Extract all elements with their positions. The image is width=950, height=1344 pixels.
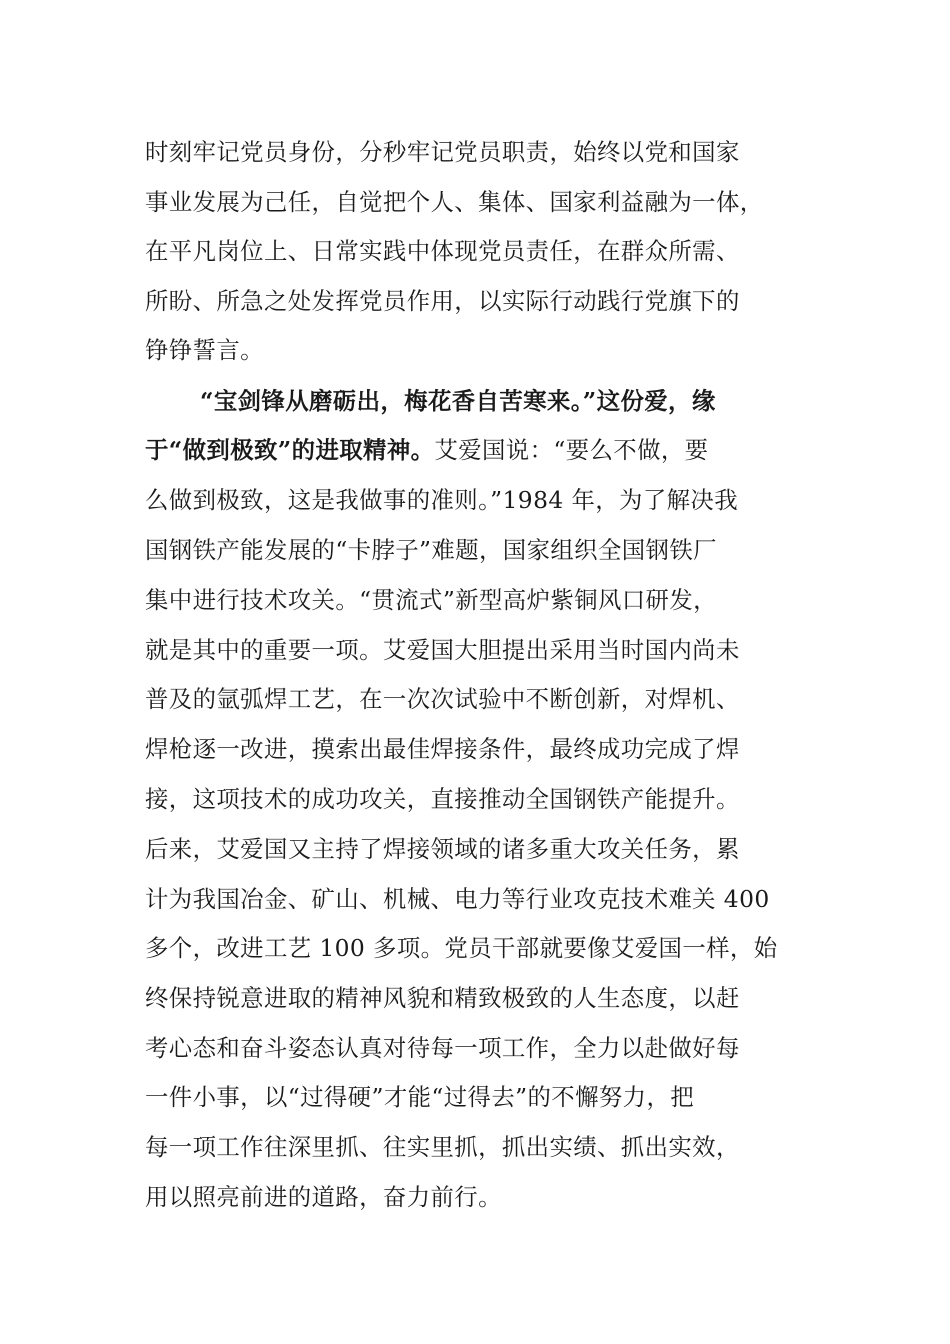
paragraph-2-heading-line-1: “宝剑锋从磨砺出，梅花香自苦寒来。”这份爱，缘 (200, 387, 716, 415)
paragraph-1-line-1: 时刻牢记党员身份，分秒牢记党员职责，始终以党和国家 (145, 138, 740, 166)
paragraph-1-line-5: 铮铮誓言。 (145, 336, 264, 364)
paragraph-2-line-7: 普及的氩弧焊工艺，在一次次试验中不断创新，对焊机、 (145, 685, 740, 713)
paragraph-2-line-2 (145, 435, 708, 465)
paragraph-2-heading-line-2: 于“做到极致”的进取精神。 (145, 436, 435, 464)
paragraph-2-line-14: 考心态和奋斗姿态认真对待每一项工作，全力以赴做好每 (145, 1034, 740, 1062)
paragraph-2-line-4: 国钢铁产能发展的“卡脖子”难题，国家组织全国钢铁厂 (145, 536, 717, 564)
paragraph-2-line-6: 就是其中的重要一项。艾爱国大胆提出采用当时国内尚未 (145, 636, 740, 664)
paragraph-1-line-4: 所盼、所急之处发挥党员作用，以实际行动践行党旗下的 (145, 287, 740, 315)
paragraph-2-line-12: 多个，改进工艺 100 多项。党员干部就要像艾爱国一样，始 (145, 934, 778, 962)
paragraph-2-line-3: 么做到极致，这是我做事的准则。”1984 年，为了解决我 (145, 486, 739, 514)
paragraph-2-line-16: 每一项工作往深里抓、往实里抓，抓出实绩、抓出实效， (145, 1133, 740, 1161)
paragraph-2-line-8: 焊枪逐一改进，摸索出最佳焊接条件，最终成功完成了焊 (145, 735, 740, 763)
paragraph-1-line-3: 在平凡岗位上、日常实践中体现党员责任，在群众所需、 (145, 237, 740, 265)
paragraph-2-line-9: 接，这项技术的成功攻关，直接推动全国钢铁产能提升。 (145, 785, 740, 813)
paragraph-2-line-15: 一件小事，以“过得硬”才能“过得去”的不懈努力，把 (145, 1083, 695, 1111)
paragraph-2-line-17: 用以照亮前进的道路，奋力前行。 (145, 1183, 502, 1211)
paragraph-2-line-10: 后来，艾爱国又主持了焊接领域的诸多重大攻关任务，累 (145, 835, 740, 863)
paragraph-2-line-2-rest: 艾爱国说：“要么不做，要 (434, 436, 709, 464)
paragraph-1-line-2: 事业发展为己任，自觉把个人、集体、国家利益融为一体， (145, 188, 764, 216)
paragraph-2-line-13: 终保持锐意进取的精神风貌和精致极致的人生态度，以赶 (145, 984, 740, 1012)
paragraph-2-line-5: 集中进行技术攻关。“贯流式”新型高炉紫铜风口研发， (145, 586, 717, 614)
paragraph-2-line-11: 计为我国冶金、矿山、机械、电力等行业攻克技术难关 400 (145, 885, 770, 913)
